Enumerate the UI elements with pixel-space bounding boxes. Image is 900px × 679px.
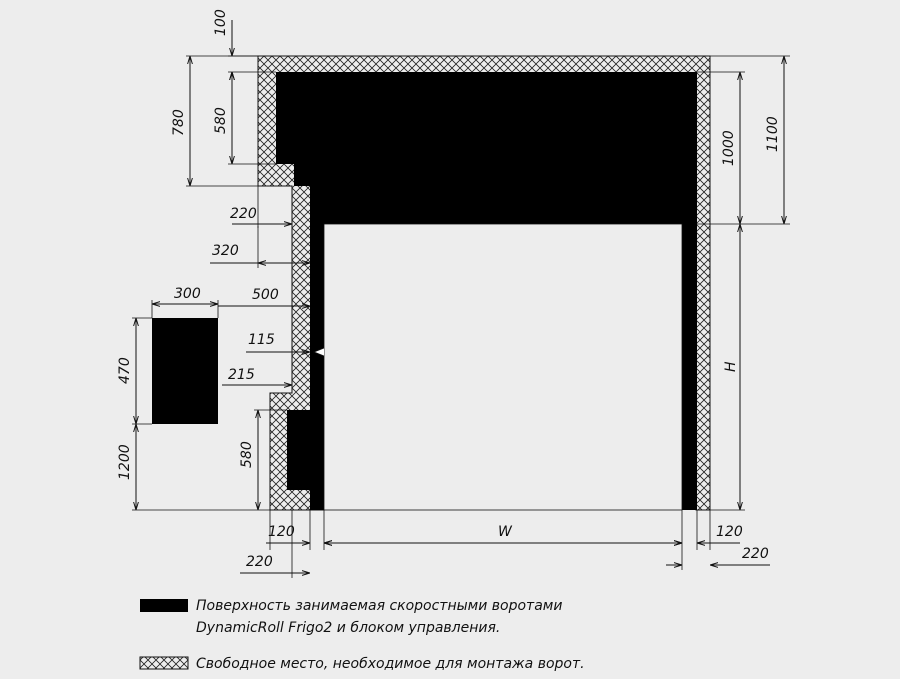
dim-220-bottom-left: 220 [246,554,273,570]
legend-hatch-swatch [140,657,188,669]
legend-solid-line1: Поверхность занимаемая скоростными воротами [196,598,563,614]
dim-580-top: 580 [213,107,229,134]
dim-220-mid: 220 [230,206,257,222]
dim-220-bottom-right: 220 [742,546,769,562]
dim-1100: 1100 [765,116,781,152]
legend-solid-swatch [140,599,188,612]
door-opening [324,224,682,510]
dim-580-bottom: 580 [239,441,255,468]
dim-120-left: 120 [268,524,295,540]
dim-100-top: 100 [213,9,229,36]
dim-320: 320 [212,243,239,259]
dim-1000: 1000 [721,130,737,166]
legend-hatch-line: Свободное место, необходимое для монтажа ворот. [196,656,585,672]
gate-left-leg [310,224,324,510]
dim-300: 300 [174,286,201,302]
dim-500: 500 [252,287,279,303]
dim-780: 780 [171,109,187,136]
dim-120-right: 120 [716,524,743,540]
control-unit [152,318,218,424]
gate-right-leg [682,224,697,510]
legend-solid-line2: DynamicRoll Frigo2 и блоком управления. [196,620,501,636]
dim-H: H [723,361,739,372]
dim-215: 215 [228,367,255,383]
dim-1200: 1200 [117,444,133,480]
dim-470: 470 [117,357,133,384]
dim-115: 115 [248,332,275,348]
dim-W: W [498,524,512,540]
